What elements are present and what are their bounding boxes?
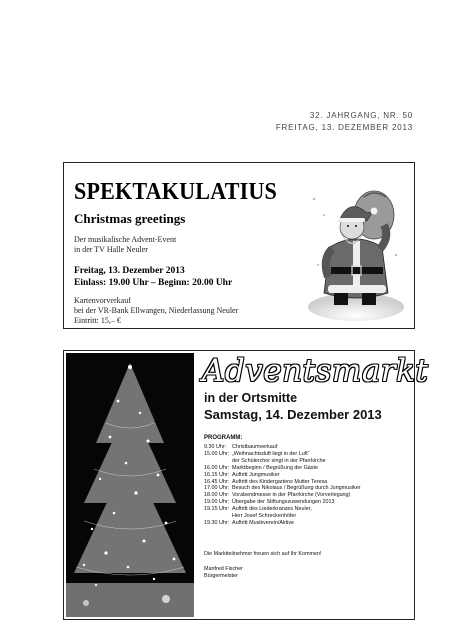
event2-location: in der Ortsmitte	[204, 391, 298, 405]
program-desc: Auftritt Jungmusiker	[232, 471, 280, 478]
santa-claus-icon	[306, 185, 406, 323]
program-desc: Besuch des Nikolaus / Begrüßung durch Jungmusiker	[232, 485, 361, 492]
program-desc: Übergabe der Stiftungszuwendungen 2013	[232, 499, 335, 506]
event1-date: Freitag, 13. Dezember 2013	[74, 266, 185, 276]
event1-intro	[74, 235, 176, 255]
program-desc: Vorabendmesse in der Pfarrkirche (Vorverlegung)	[232, 492, 351, 499]
issue-date: FREITAG, 13. DEZEMBER 2013	[275, 123, 413, 132]
event1-intro-line2: in der TV Halle Neuler	[74, 245, 148, 254]
program-time: 17.00 Uhr:	[204, 485, 230, 492]
christmas-tree-icon	[66, 353, 194, 617]
program-row	[204, 479, 409, 486]
program-time: 19.00 Uhr:	[204, 499, 230, 506]
program-desc: Auftritt Musikverein/Aktive	[232, 519, 295, 526]
program-row	[204, 485, 409, 492]
issue-number: 32. JAHRGANG, NR. 50	[309, 111, 413, 120]
program-time: 16.00 Uhr:	[204, 464, 230, 471]
program-desc: Herr Josef Schreckenhöfer	[232, 513, 297, 520]
adventsmarkt-ad	[63, 350, 429, 620]
program-desc: „Weihnachtsduft liegt in der Luft“	[232, 450, 310, 457]
program-time	[204, 458, 232, 465]
event1-datetime	[74, 265, 232, 289]
event1-time: Einlass: 19.00 Uhr – Beginn: 20.00 Uhr	[74, 278, 233, 288]
program-row	[204, 499, 409, 506]
event1-intro-line1: Der musikalische Advent-Event	[74, 235, 177, 244]
spektakulatius-ad	[63, 162, 415, 329]
event1-subtitle: Christmas greetings	[74, 211, 186, 226]
program-row	[204, 465, 409, 472]
program-row	[204, 506, 409, 513]
program-list	[204, 444, 409, 527]
event1-presale	[74, 296, 238, 326]
program-time	[204, 513, 232, 520]
closing-note: Die Marktteilnehmer freuen sich auf Ihr Kommen!	[204, 551, 322, 557]
signature-title: Bürgermeister	[204, 573, 238, 579]
program-heading: PROGRAMM:	[204, 435, 243, 441]
program-time: 18.00 Uhr:	[204, 492, 230, 499]
program-desc: Christbaumverkauf	[232, 444, 278, 450]
event2-date: Samstag, 14. Dezember 2013	[204, 407, 382, 422]
program-row	[204, 451, 409, 458]
program-time: 15.00 Uhr:	[204, 450, 230, 457]
program-time: 19.30 Uhr:	[204, 519, 230, 526]
program-row	[204, 444, 409, 451]
event1-presale-line1: Kartenvorverkauf	[74, 296, 131, 305]
signature	[204, 566, 243, 580]
event1-price: Eintritt: 15,– €	[74, 316, 121, 325]
program-desc: Auftritt des Kindergartens Mutter Teresa	[232, 478, 328, 485]
program-time: 19.15 Uhr:	[204, 506, 230, 513]
program-row	[204, 513, 409, 520]
program-time: 16.15 Uhr:	[204, 471, 230, 478]
program-desc: Marktbeginn / Begrüßung der Gäste	[232, 464, 318, 471]
program-desc: der Schülerchor singt in der Pfarrkirche	[232, 457, 326, 464]
program-time: 9.30 Uhr:	[204, 444, 227, 450]
program-row	[204, 458, 409, 465]
signature-name: Manfred Fischer	[204, 566, 243, 572]
program-time: 16.45 Uhr:	[204, 478, 230, 485]
issue-meta	[276, 110, 413, 134]
program-desc: Auftritt des Liederkranzes Neuler,	[232, 506, 312, 513]
event2-title: Adventsmarkt	[202, 353, 429, 389]
event1-title: SPEKTAKULATIUS	[74, 179, 277, 205]
event1-presale-line2: bei der VR-Bank Ellwangen, Niederlassung Neuler	[74, 306, 239, 315]
program-row	[204, 472, 409, 479]
program-row	[204, 520, 409, 527]
